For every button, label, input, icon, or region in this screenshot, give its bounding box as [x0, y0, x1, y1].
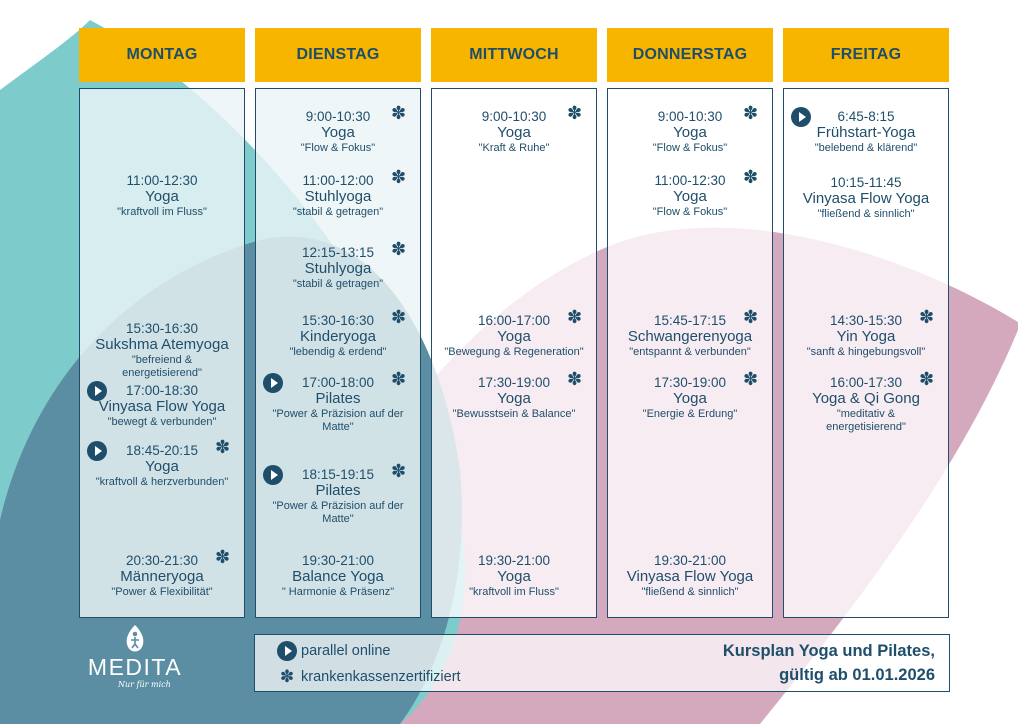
class-name: Yoga — [673, 124, 707, 141]
asterisk-flower-icon: ✽ — [391, 307, 407, 328]
class-time: 17:30-19:00 — [653, 375, 727, 390]
day-header: MITTWOCH — [431, 28, 597, 82]
asterisk-flower-icon: ✽ — [391, 461, 407, 482]
class-description: " Harmonie & Präsenz" — [281, 586, 395, 598]
class-time: 18:15-19:15 — [301, 467, 375, 482]
class-entry — [256, 167, 420, 219]
class-entry — [784, 175, 948, 221]
day-column-montag — [79, 28, 245, 598]
class-description: "fließend & sinnlich" — [817, 208, 915, 220]
asterisk-flower-icon: ✽ — [919, 369, 935, 390]
class-name: Balance Yoga — [292, 568, 384, 585]
class-description: "bewegt & verbunden" — [107, 416, 217, 428]
class-description: "entspannt & verbunden" — [629, 346, 751, 358]
class-entry — [80, 547, 244, 599]
class-description: "Bewusstsein & Balance" — [452, 408, 576, 420]
class-name: Pilates — [315, 390, 361, 407]
class-name: Yoga — [145, 188, 179, 205]
schedule-title-line2: gültig ab 01.01.2026 — [779, 666, 935, 684]
asterisk-flower-icon: ✽ — [279, 667, 295, 687]
class-name: Yoga — [497, 328, 531, 345]
class-time: 14:30-15:30 — [829, 313, 903, 328]
play-circle-icon — [87, 441, 107, 461]
class-entry — [784, 369, 948, 434]
class-description: "sanft & hingebungsvoll" — [806, 346, 926, 358]
schedule-title-line1: Kursplan Yoga und Pilates, — [722, 642, 935, 660]
asterisk-flower-icon: ✽ — [919, 307, 935, 328]
play-circle-icon — [263, 465, 283, 485]
play-circle-icon — [791, 107, 811, 127]
class-entry — [256, 307, 420, 359]
class-description: "Power & Präzision auf der Matte" — [272, 408, 404, 433]
legend-cert-label: krankenkassenzertifiziert — [301, 669, 461, 685]
class-entry — [256, 239, 420, 291]
class-time: 17:30-19:00 — [477, 375, 551, 390]
asterisk-flower-icon: ✽ — [391, 103, 407, 124]
day-schedule — [783, 88, 949, 618]
class-entry — [256, 369, 420, 434]
class-entry — [256, 103, 420, 155]
asterisk-flower-icon: ✽ — [743, 369, 759, 390]
class-description: "Flow & Fokus" — [300, 142, 376, 154]
asterisk-flower-icon: ✽ — [743, 103, 759, 124]
class-description: "Power & Präzision auf der Matte" — [272, 500, 404, 525]
class-entry — [432, 307, 596, 359]
class-description: "Bewegung & Regeneration" — [444, 346, 584, 358]
class-name: Yin Yoga — [836, 328, 896, 345]
class-description: "stabil & getragen" — [292, 206, 384, 218]
class-time: 19:30-21:00 — [477, 553, 551, 568]
class-name: Schwangerenyoga — [627, 328, 753, 345]
class-time: 18:45-20:15 — [125, 443, 199, 458]
class-time: 15:30-16:30 — [301, 313, 375, 328]
class-description: "stabil & getragen" — [292, 278, 384, 290]
class-time: 16:00-17:00 — [477, 313, 551, 328]
class-time: 11:00-12:30 — [654, 173, 726, 188]
class-description: "kraftvoll im Fluss" — [117, 206, 207, 218]
class-description: "Flow & Fokus" — [652, 142, 728, 154]
class-name: Yoga — [497, 568, 531, 585]
class-entry — [80, 437, 244, 489]
class-entry — [608, 369, 772, 421]
class-time: 17:00-18:30 — [125, 383, 199, 398]
day-column-dienstag — [255, 28, 421, 598]
day-column-donnerstag — [607, 28, 773, 598]
class-name: Yoga — [673, 390, 707, 407]
class-name: Pilates — [315, 482, 361, 499]
class-description: "lebendig & erdend" — [289, 346, 387, 358]
class-description: "befreiend & energetisierend" — [122, 354, 202, 379]
class-name: Yoga — [673, 188, 707, 205]
asterisk-flower-icon: ✽ — [567, 369, 583, 390]
class-name: Yoga — [321, 124, 355, 141]
class-name: Männeryoga — [120, 568, 204, 585]
logo-tagline: Nur für mich — [118, 680, 171, 689]
day-schedule — [79, 88, 245, 618]
class-time: 19:30-21:00 — [653, 553, 727, 568]
play-circle-icon — [277, 641, 297, 661]
class-name: Yoga — [497, 390, 531, 407]
class-name: Yoga — [497, 124, 531, 141]
logo-figure-icon — [123, 624, 147, 654]
class-time: 6:45-8:15 — [837, 109, 895, 124]
class-entry — [784, 109, 948, 155]
day-schedule — [431, 88, 597, 618]
class-description: "fließend & sinnlich" — [641, 586, 739, 598]
class-entry — [256, 553, 420, 599]
class-entry — [608, 167, 772, 219]
class-time: 9:00-10:30 — [657, 109, 723, 124]
schedule-title — [723, 639, 935, 687]
asterisk-flower-icon: ✽ — [391, 369, 407, 390]
class-time: 12:15-13:15 — [301, 245, 375, 260]
asterisk-flower-icon: ✽ — [567, 103, 583, 124]
day-schedule — [607, 88, 773, 618]
play-circle-icon — [263, 373, 283, 393]
day-header: DONNERSTAG — [607, 28, 773, 82]
class-time: 15:30-16:30 — [125, 321, 199, 336]
asterisk-flower-icon: ✽ — [391, 239, 407, 260]
class-entry — [80, 321, 244, 380]
asterisk-flower-icon: ✽ — [215, 547, 231, 568]
class-entry — [432, 369, 596, 421]
play-circle-icon — [87, 381, 107, 401]
class-name: Yoga — [145, 458, 179, 475]
class-description: "Kraft & Ruhe" — [478, 142, 550, 154]
class-name: Vinyasa Flow Yoga — [802, 190, 930, 207]
class-time: 10:15-11:45 — [830, 175, 902, 190]
day-column-mittwoch — [431, 28, 597, 598]
class-entry — [80, 173, 244, 219]
day-header: FREITAG — [783, 28, 949, 82]
legend-online-label: parallel online — [301, 643, 391, 659]
logo-wordmark: MEDITA — [87, 654, 183, 680]
class-entry — [432, 103, 596, 155]
class-entry — [256, 461, 420, 526]
class-description: "belebend & klärend" — [814, 142, 918, 154]
class-description: "Flow & Fokus" — [652, 206, 728, 218]
class-time: 11:00-12:30 — [126, 173, 198, 188]
class-description: "meditativ & energetisierend" — [826, 408, 906, 433]
class-name: Yoga & Qi Gong — [812, 390, 920, 407]
class-entry — [432, 553, 596, 599]
asterisk-flower-icon: ✽ — [743, 167, 759, 188]
class-name: Vinyasa Flow Yoga — [626, 568, 754, 585]
medita-logo — [80, 624, 190, 698]
class-description: "kraftvoll im Fluss" — [469, 586, 559, 598]
class-description: "Energie & Erdung" — [642, 408, 738, 420]
class-time: 9:00-10:30 — [305, 109, 371, 124]
class-time: 17:00-18:00 — [301, 375, 375, 390]
asterisk-flower-icon: ✽ — [215, 437, 231, 458]
class-entry — [608, 103, 772, 155]
day-schedule — [255, 88, 421, 618]
asterisk-flower-icon: ✽ — [743, 307, 759, 328]
class-entry — [80, 383, 244, 429]
class-entry — [784, 307, 948, 359]
class-name: Frühstart-Yoga — [816, 124, 916, 141]
class-time: 20:30-21:30 — [125, 553, 199, 568]
day-header: DIENSTAG — [255, 28, 421, 82]
class-name: Kinderyoga — [300, 328, 376, 345]
day-column-freitag — [783, 28, 949, 433]
class-description: "Power & Flexibilität" — [111, 586, 213, 598]
asterisk-flower-icon: ✽ — [391, 167, 407, 188]
class-name: Stuhlyoga — [304, 188, 372, 205]
class-time: 16:00-17:30 — [829, 375, 903, 390]
legend-online-row — [277, 641, 390, 661]
class-description: "kraftvoll & herzverbunden" — [95, 476, 229, 488]
class-name: Stuhlyoga — [304, 260, 372, 277]
class-time: 9:00-10:30 — [481, 109, 547, 124]
legend-cert-row — [277, 667, 461, 687]
class-name: Sukshma Atemyoga — [95, 336, 229, 353]
class-time: 15:45-17:15 — [653, 313, 727, 328]
class-entry — [608, 307, 772, 359]
class-time: 19:30-21:00 — [301, 553, 375, 568]
class-entry — [608, 553, 772, 599]
class-name: Vinyasa Flow Yoga — [98, 398, 226, 415]
day-header: MONTAG — [79, 28, 245, 82]
legend-box — [254, 634, 950, 692]
class-time: 11:00-12:00 — [302, 173, 374, 188]
asterisk-flower-icon: ✽ — [567, 307, 583, 328]
